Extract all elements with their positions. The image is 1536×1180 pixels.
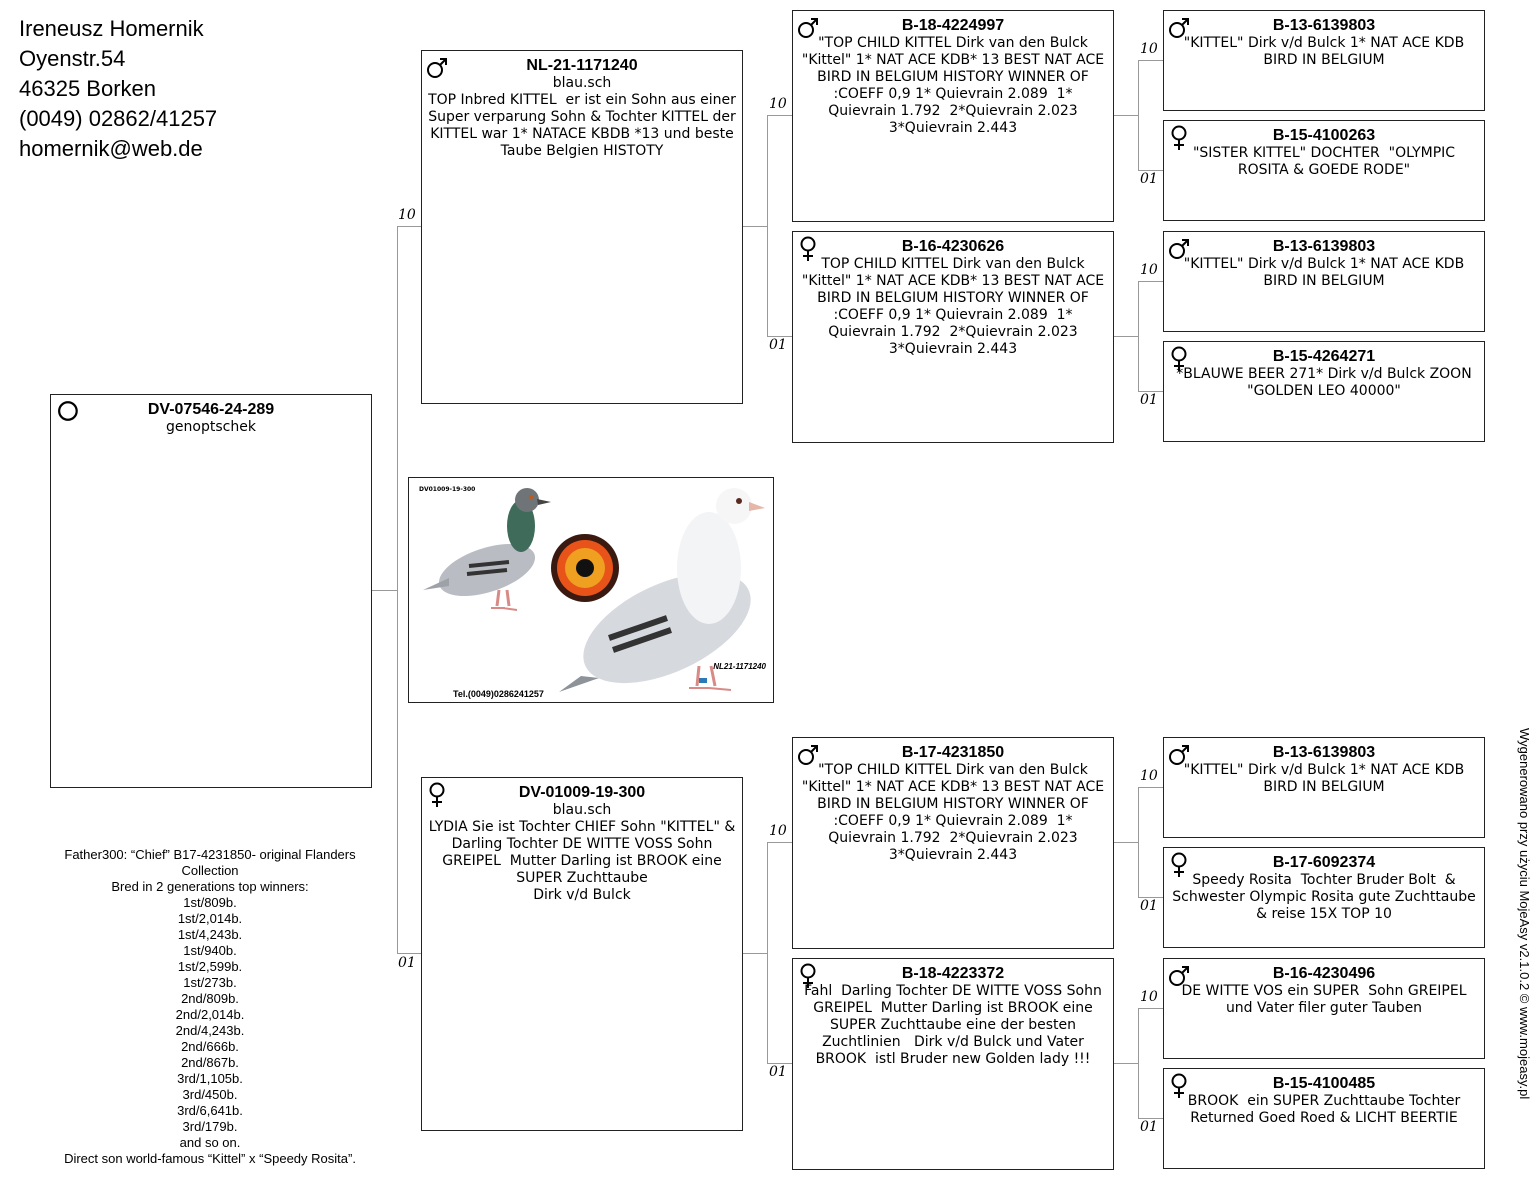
female-icon: [1168, 1073, 1190, 1099]
note-line: 3rd/179b.: [182, 1119, 238, 1134]
score-label: 01: [769, 1064, 787, 1080]
photo-ring-label: NL21-1171240: [713, 662, 766, 671]
dsd-card: [1163, 847, 1485, 948]
male-icon: [426, 55, 448, 81]
generator-footer: [1516, 728, 1536, 1158]
connector: [767, 842, 768, 1064]
connector: [397, 953, 421, 954]
dss-card: [1163, 737, 1485, 838]
note-line: 2nd/809b.: [181, 991, 239, 1006]
ring-number: NL-21-1171240: [526, 57, 638, 74]
note-line: 3rd/6,641b.: [177, 1103, 243, 1118]
sss-card: [1163, 10, 1485, 111]
score-label: 01: [769, 337, 787, 353]
note-line: and so on.: [179, 1135, 241, 1150]
score-label: 10: [769, 96, 787, 112]
connector: [1113, 115, 1138, 116]
ring-number: B-16-4230626: [901, 238, 1005, 255]
ring-number: B-18-4223372: [901, 965, 1005, 982]
footer-text: Wygenerowano przy użyciu MojeAsy v2.1.0.2 © www.mojeasy.pl: [1517, 728, 1532, 1100]
owner-email: homernik@web.de: [19, 136, 203, 161]
photo-small-ring: DV01009-19-300: [419, 486, 476, 493]
ring-number: B-17-6092374: [1272, 854, 1376, 871]
description: "TOP CHILD KITTEL Dirk van den Bulck "Kittel" 1* NAT ACE KDB* 13 BEST NAT ACE BIRD IN BELGIUM HISTORY WINNER OF :COEFF 0,9 1* Quievrain 2.089 1* Quievrain 1.792 2*Quievrain 2.023 3*Quievrain 2.443: [801, 762, 1109, 863]
connector: [371, 590, 397, 591]
ring-number: DV-01009-19-300: [518, 784, 646, 801]
connector: [1138, 1008, 1139, 1119]
notes-block: [40, 847, 380, 1167]
dam-dam-card: [792, 958, 1114, 1170]
description: DE WITTE VOS ein SUPER Sohn GREIPEL und Vater filer guter Tauben: [1181, 983, 1476, 1016]
owner-street: Oyenstr.54: [19, 46, 126, 71]
female-icon: [1168, 852, 1190, 878]
note-line: 1st/273b.: [183, 975, 237, 990]
sire-card: [421, 50, 743, 404]
color-text: blau.sch: [552, 75, 612, 91]
subject-card: [50, 394, 372, 788]
connector: [1138, 787, 1139, 898]
description: TOP Inbred KITTEL er ist ein Sohn aus einer Super verparung Sohn & Tochter KITTEL der KITTEL war 1* NATACE KBDB *13 und beste Taube Belgien HISTOTY: [428, 92, 741, 159]
note-line: 1st/4,243b.: [177, 927, 243, 942]
score-label: 01: [1140, 898, 1158, 914]
score-label: 10: [1140, 262, 1158, 278]
sire-sire-card: [792, 10, 1114, 222]
connector: [767, 115, 792, 116]
description: "KITTEL" Dirk v/d Bulck 1* NAT ACE KDB BIRD IN BELGIUM: [1183, 35, 1469, 68]
owner-phone: (0049) 02862/41257: [19, 106, 218, 131]
score-label: 10: [1140, 989, 1158, 1005]
note-line: 2nd/2,014b.: [175, 1007, 245, 1022]
female-icon: [1168, 125, 1190, 151]
male-icon: [1168, 15, 1190, 41]
female-icon: [1168, 346, 1190, 372]
score-label: 10: [1140, 768, 1158, 784]
note-line: Bred in 2 generations top winners:: [111, 879, 309, 894]
male-icon: [1168, 963, 1190, 989]
owner-city: 46325 Borken: [19, 76, 156, 101]
connector: [1113, 336, 1138, 337]
note-line: 1st/809b.: [183, 895, 237, 910]
description: "TOP CHILD KITTEL Dirk van den Bulck "Kittel" 1* NAT ACE KDB* 13 BEST NAT ACE BIRD IN BELGIUM HISTORY WINNER OF :COEFF 0,9 1* Quievrain 2.089 1* Quievrain 1.792 2*Quievrain 2.023 3*Quievrain 2.443: [801, 35, 1109, 136]
sds-card: [1163, 231, 1485, 332]
ring-number: B-13-6139803: [1272, 744, 1376, 761]
ring-number: B-18-4224997: [901, 17, 1005, 34]
female-icon: [797, 236, 819, 262]
connector: [767, 115, 768, 337]
dds-card: [1163, 958, 1485, 1059]
dam-sire-card: [792, 737, 1114, 949]
note-line: 1st/2,599b.: [177, 959, 243, 974]
note-line: 1st/940b.: [183, 943, 237, 958]
connector: [1138, 60, 1163, 61]
description: LYDIA Sie ist Tochter CHIEF Sohn "KITTEL" & Darling Tochter DE WITTE VOSS Sohn GREIPEL Mutter Darling ist BROOK eine SUPER Zuchttaube Dirk v/d Bulck: [428, 819, 736, 903]
ring-number: B-15-4100485: [1272, 1075, 1376, 1092]
connector: [1138, 60, 1139, 171]
owner-name: Ireneusz Homernik: [19, 16, 204, 41]
note-line: 2nd/867b.: [181, 1055, 239, 1070]
note-line: 3rd/1,105b.: [177, 1071, 243, 1086]
note-line: 1st/2,014b.: [177, 911, 243, 926]
pigeon-photo: [408, 477, 774, 703]
description: BROOK ein SUPER Zuchttaube Tochter Returned Goed Roed & LICHT BEERTIE: [1187, 1093, 1465, 1126]
color-text: genoptschek: [166, 419, 256, 435]
connector: [1113, 1063, 1138, 1064]
connector: [397, 226, 421, 227]
note-line: 3rd/450b.: [182, 1087, 238, 1102]
note-line: 2nd/666b.: [181, 1039, 239, 1054]
description: Speedy Rosita Tochter Bruder Bolt & Schwester Olympic Rosita gute Zuchttaube & reise 15X TOP 10: [1172, 872, 1481, 922]
score-label: 10: [769, 823, 787, 839]
description: "SISTER KITTEL" DOCHTER "OLYMPIC ROSITA & GOEDE RODE": [1192, 145, 1460, 178]
note-line: Father300: “Chief” B17-4231850- original Flanders Collection: [64, 847, 356, 878]
male-icon: [1168, 236, 1190, 262]
photo-phone: Tel.(0049)0286241257: [453, 689, 544, 699]
description: "KITTEL" Dirk v/d Bulck 1* NAT ACE KDB BIRD IN BELGIUM: [1183, 256, 1469, 289]
score-label: 01: [1140, 1119, 1158, 1135]
description: "KITTEL" Dirk v/d Bulck 1* NAT ACE KDB BIRD IN BELGIUM: [1183, 762, 1469, 795]
score-label: 01: [1140, 392, 1158, 408]
ring-number: DV-07546-24-289: [147, 401, 275, 418]
note-line: Direct son world-famous “Kittel” x “Speedy Rosita”.: [64, 1151, 356, 1166]
description: Fahl Darling Tochter DE WITTE VOSS Sohn GREIPEL Mutter Darling ist BROOK eine SUPER Zuchttaube eine der besten Zuchtlinien Dirk v/d Bulck und Vater BROOK istl Bruder new Golden lady !!!: [804, 983, 1107, 1067]
connector: [397, 226, 398, 954]
description: TOP CHILD KITTEL Dirk van den Bulck "Kittel" 1* NAT ACE KDB* 13 BEST NAT ACE BIRD IN BELGIUM HISTORY WINNER OF :COEFF 0,9 1* Quievrain 2.089 1* Quievrain 1.792 2*Quievrain 2.023 3*Quievrain 2.443: [801, 256, 1109, 357]
ring-number: B-15-4264271: [1272, 348, 1376, 365]
unknown-sex-icon: [55, 399, 79, 423]
male-icon: [797, 15, 819, 41]
note-line: 2nd/4,243b.: [175, 1023, 245, 1038]
score-label: 01: [398, 955, 416, 971]
ring-number: B-15-4100263: [1272, 127, 1376, 144]
description: *BLAUWE BEER 271* Dirk v/d Bulck ZOON "GOLDEN LEO 40000": [1176, 366, 1477, 399]
color-text: blau.sch: [552, 802, 612, 818]
ring-number: B-17-4231850: [901, 744, 1005, 761]
connector: [1113, 842, 1138, 843]
dam-card: [421, 777, 743, 1131]
female-icon: [797, 963, 819, 989]
female-icon: [426, 782, 448, 808]
ring-number: B-16-4230496: [1272, 965, 1376, 982]
connector: [742, 226, 767, 227]
connector: [1138, 281, 1139, 392]
male-icon: [1168, 742, 1190, 768]
ring-number: B-13-6139803: [1272, 238, 1376, 255]
ssd-card: [1163, 120, 1485, 221]
score-label: 10: [398, 207, 416, 223]
connector: [1138, 1008, 1163, 1009]
ddd-card: [1163, 1068, 1485, 1169]
score-label: 10: [1140, 41, 1158, 57]
connector: [767, 842, 792, 843]
connector: [742, 953, 767, 954]
ring-number: B-13-6139803: [1272, 17, 1376, 34]
sdd-card: [1163, 341, 1485, 442]
male-icon: [797, 742, 819, 768]
connector: [1138, 787, 1163, 788]
connector: [1138, 281, 1163, 282]
owner-info: [19, 14, 217, 164]
sire-dam-card: [792, 231, 1114, 443]
score-label: 01: [1140, 171, 1158, 187]
